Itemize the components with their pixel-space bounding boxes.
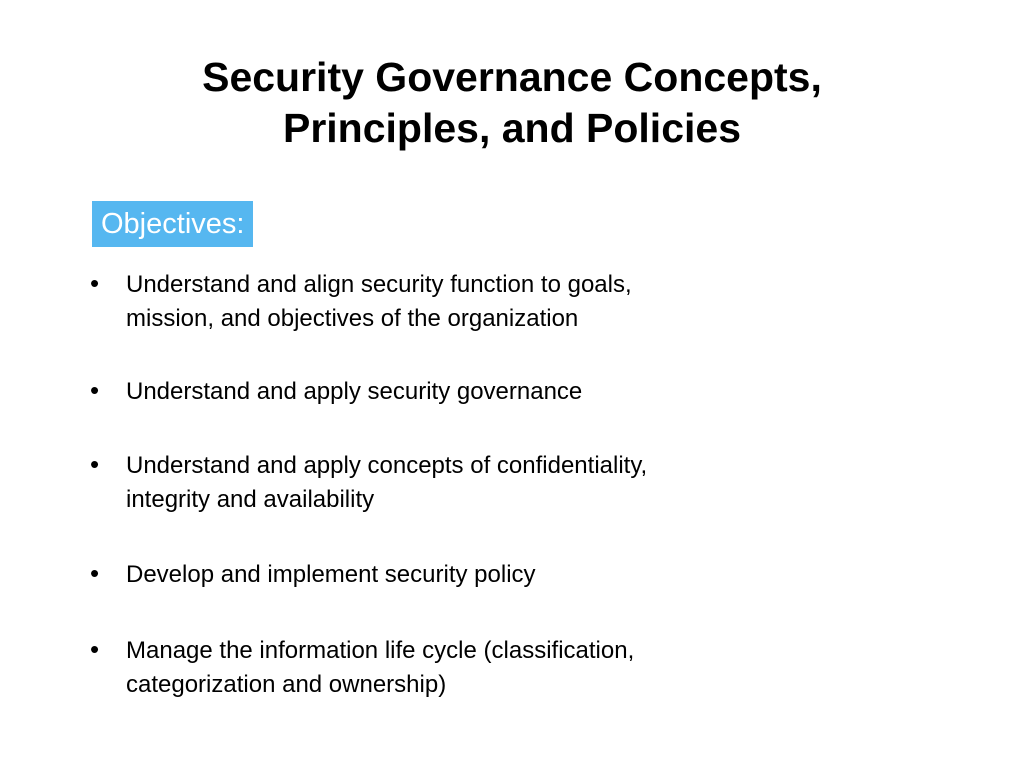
bullet-icon: • — [90, 268, 100, 298]
list-item-line-2: categorization and ownership) — [126, 671, 447, 698]
list-item-text — [126, 268, 786, 336]
slide-title-line-1: Security Governance Concepts, — [202, 54, 822, 100]
bullet-icon: • — [90, 449, 100, 479]
list-item-text — [126, 375, 786, 409]
list-item-line-1: Understand and align security function to goals, — [126, 271, 632, 298]
bullet-icon: • — [90, 634, 100, 664]
list-item-line-1: Develop and implement security policy — [126, 561, 536, 588]
slide-title-line-2: Principles, and Policies — [282, 105, 741, 151]
list-item-line-1: Understand and apply security governance — [126, 378, 583, 405]
list-item-line-1: Understand and apply concepts of confidentiality, — [126, 452, 648, 479]
objectives-label: Objectives: — [92, 201, 253, 247]
bullet-icon: • — [90, 558, 100, 588]
list-item-line-2: mission, and objectives of the organization — [126, 305, 579, 332]
list-item-line-2: integrity and availability — [126, 486, 375, 513]
list-item-line-1: Manage the information life cycle (classification, — [126, 637, 635, 664]
bullet-icon: • — [90, 375, 100, 405]
list-item-text — [126, 449, 786, 517]
list-item-text — [126, 634, 786, 702]
slide-title — [0, 52, 1024, 154]
list-item-text — [126, 558, 786, 592]
